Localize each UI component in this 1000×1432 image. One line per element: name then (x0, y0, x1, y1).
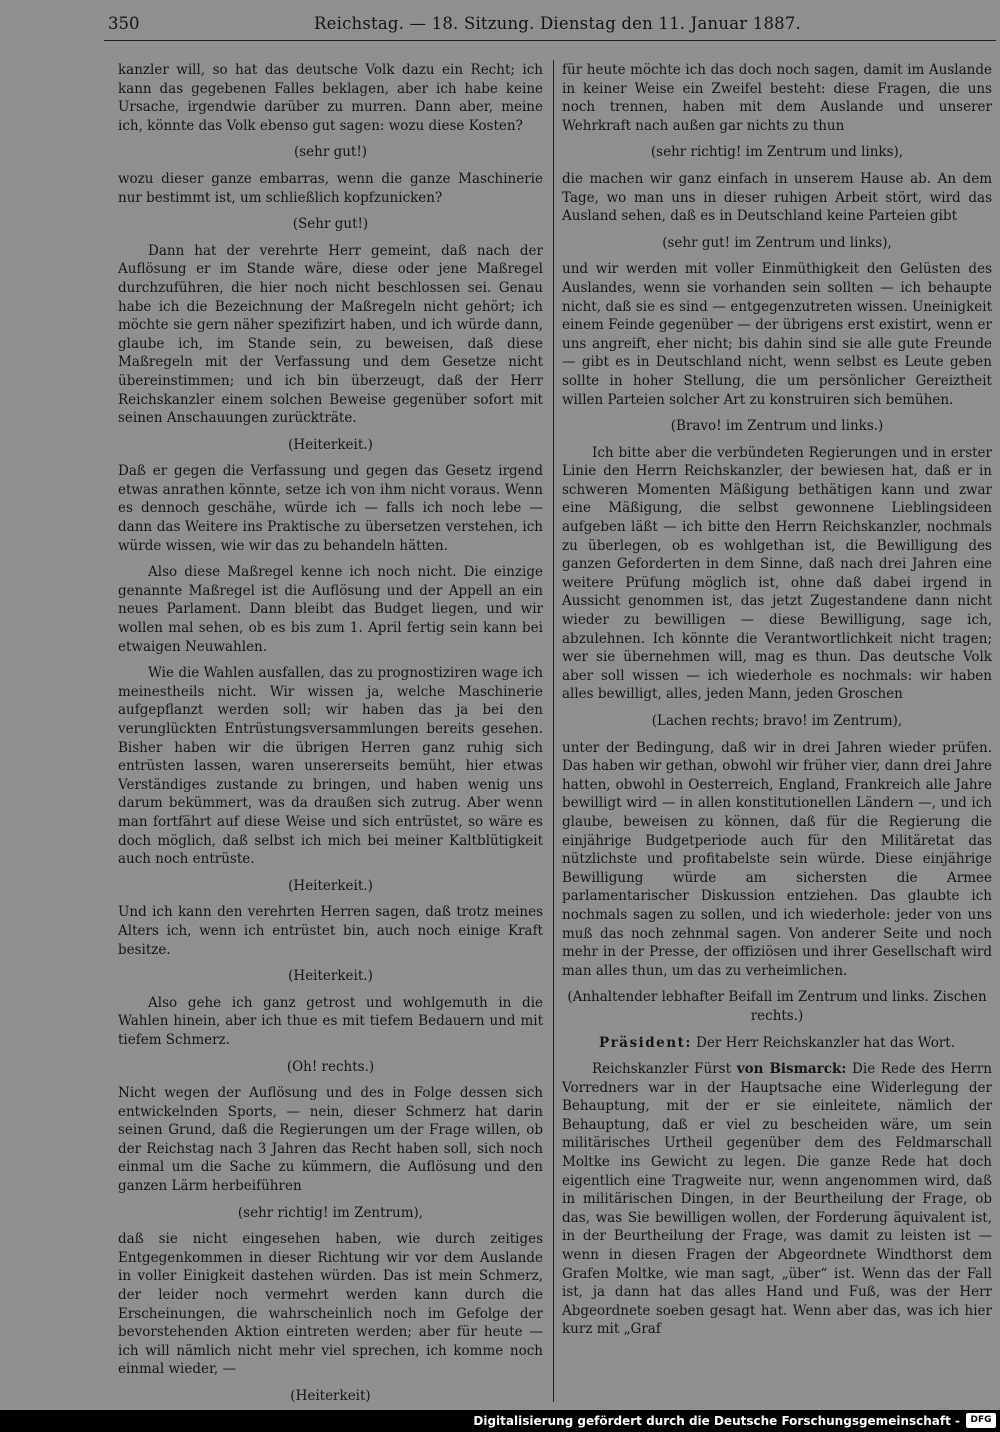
paragraph: Also diese Maßregel kenne ich noch nicht. Die einzige genannte Maßregel ist die Auflösung und der Appell an ein neues Parlament. Dann bleibt das Budget liegen, und wir wollen mal sehen, ob es bis zum 1. April fertig sein kann bei etwaigen Neuwahlen. (118, 564, 543, 655)
paragraph: Also gehe ich ganz getrost und wohlgemuth in die Wahlen hinein, aber ich thue es mit tiefem Bedauern und mit tiefem Schmerz. (118, 994, 543, 1048)
column-divider (553, 60, 554, 1402)
digitization-footer (0, 1410, 1000, 1432)
remark: (Heiterkeit.) (288, 877, 373, 894)
paragraph: Und ich kann den verehrten Herren sagen, daß trotz meines Alters ich, wenn ich entrüstet bin, auch noch einige Kraft besitze. (118, 904, 543, 958)
paragraph: und wir werden mit voller Einmüthigkeit den Gelüsten des Auslandes, wenn sie vorhanden sein sollten — ich behaupte nicht, daß sie es sind — entgegenzutreten wissen. Uneinigkeit einem Feinde gegenüber — der übrigens erst existirt, wenn er uns angreift, eher nicht; bis dahin sind sie alle gute Freunde — gibt es in Deutschland nicht, wenn selbst es Leute geben sollte in hoher Stellung, die um persönlicher Gereiztheit willen Parteien solcher Art zu konstruiren sich bemühen. (562, 261, 992, 408)
running-title: Reichstag. — 18. Sitzung. Dienstag den 11. Januar 1887. (314, 14, 801, 33)
dfg-logo: DFG (966, 1413, 996, 1428)
remark: (Sehr gut!) (292, 216, 369, 233)
footer-credit: Digitalisierung gefördert durch die Deutsche Forschungsgemeinschaft - (473, 1414, 960, 1428)
remark: (Heiterkeit) (290, 1388, 371, 1404)
header-rule (104, 40, 996, 41)
paragraph: wozu dieser ganze embarras, wenn die ganze Maschinerie nur bestimmt ist, um schließlich kopfzunicken? (118, 170, 543, 206)
speaker-title: Reichskanzler Fürst (592, 1061, 737, 1078)
paragraph: unter der Bedingung, daß wir in drei Jahren wieder prüfen. Das haben wir gethan, obwohl wir früher vier, dann drei Jahre hatten, obwohl in Oesterreich, England, Frankreich alle Jahre bewilligt wird — in allen konstitutionellen Ländern —, und ich glaube, beweisen zu können, daß für die Regierung die einjährige Budgetperiode auch für den Militäretat das nützlichste und profitabelste sein würde. Diese einjährige Bewilligung würde am sichersten die Armee parlamentarischer Diskussion entziehen. Das glaubte ich nochmals sagen zu sollen, und ich wiederhole: jeder von uns muß das noch zehnmal sagen. Von anderer Seite und noch mehr in der Presse, der offiziösen und ihrer Gesellschaft wird man alles thun, um das zu verheimlichen. (562, 739, 992, 979)
paragraph: Daß er gegen die Verfassung und gegen das Gesetz irgend etwas anrathen könnte, setze ich von ihm nicht voraus. Wenn es dennoch geschähe, würde ich — falls ich noch lebe — dann das Weitere ins Praktische zu übersetzen verstehen, ich würde wissen, wie wir das zu behandeln hätten. (118, 463, 543, 554)
page-number: 350 (108, 14, 140, 33)
speaker-line (562, 1034, 992, 1053)
speech-text: Die Rede des Herrn Vorredners war in der Hauptsache eine Widerlegung der Behauptung, mit der er sie einleitete, nämlich der Behauptung, daß er viel zu bescheiden wäre, um sein militärisches Urtheil gegenüber dem des Feldmarschall Moltke ins Gewicht zu legen. Die ganze Rede hat doch eigentlich eine Tragweite nur, wenn angenommen wird, daß in militärischen Dingen, in der Beurtheilung der Frage, ob das, was Sie bewilligen wollen, der Forderung äquivalent ist, in der Beurtheilung der Frage, was damit zu leisten ist — wenn in diesen Fragen der Abgeordnete Windthorst dem Grafen Moltke, wie man sagt, „über“ ist. Wenn das der Fall ist, ja dann hat das alles Hand und Fuß, was der Herr Abgeordnete soeben gesagt hat. Wenn aber das, was ich hier kurz mit „Graf (562, 1061, 992, 1338)
paragraph: für heute möchte ich das doch noch sagen, damit im Auslande in keiner Weise ein Zweifel besteht: diese Fragen, die uns noch trennen, haben mit dem Auslande und unserer Wehrkraft nach außen gar nichts zu thun (562, 62, 992, 134)
speech-paragraph (562, 1060, 992, 1339)
paragraph: kanzler will, so hat das deutsche Volk dazu ein Recht; ich kann das gegebenen Falles beklagen, aber ich habe keine Ursache, irgendwie darüber zu murren. Dann aber, meine ich, könnte das Volk ebenso gut sagen: wozu diese Kosten? (118, 62, 543, 134)
remark: (sehr gut! im Zentrum und links), (662, 234, 892, 251)
remark: (sehr richtig! im Zentrum und links), (650, 144, 904, 161)
speaker-text: Der Herr Reichskanzler hat das Wort. (696, 1034, 955, 1051)
paragraph: Dann hat der verehrte Herr gemeint, daß nach der Auflösung er im Stande wäre, diese oder jene Maßregel durchzuführen, die hier noch nicht beschlossen sei. Genau habe ich die Bezeichnung der Maßregeln nicht gehört; ich möchte sie gern näher spezifizirt haben, und ich würde dann, glaube ich, im Stande sein, zu beweisen, daß diese Maßregeln mit der Verfassung und dem Gesetze nicht übereinstimmen; und ich bin überzeugt, daß der Herr Reichskanzler einem solchen Beweise gegenüber sofort mit seinen Anschauungen zurückträte. (118, 242, 543, 427)
remark: (Lachen rechts; bravo! im Zentrum), (651, 713, 903, 729)
speaker-label: Präsident: (599, 1034, 692, 1051)
paragraph: Ich bitte aber die verbündeten Regierungen und in erster Linie den Herrn Reichskanzler, der bewiesen hat, daß er in schweren Momenten Mäßigung bethätigen kann und zwar eine Mäßigung, die selbst gewonnene Lieblingsideen aufgeben läßt — ich bitte den Herrn Reichskanzler, nochmals zu überlegen, ob es wohlgethan ist, die Bewilligung des ganzen Geforderten in dem Sinne, daß nach drei Jahren eine weitere Prüfung möglich ist, ohne daß dabei irgend in Aussicht genommen ist, das jetzt Zugestandene dann nicht wieder zu bewilligen — diese Bewilligung, sage ich, abzulehnen. Ich könnte die Verantwortlichkeit nicht tragen; wer sie übernehmen will, mag es thun. Das deutsche Volk aber soll wissen — ich wiederhole es nochmals: wir haben alles bewilligt, alles, jeden Mann, jeden Groschen (562, 444, 992, 703)
remark: (Oh! rechts.) (286, 1058, 375, 1075)
left-column (118, 61, 543, 1414)
remark: (Anhaltender lebhafter Beifall im Zentrum und links. Zischen rechts.) (567, 989, 987, 1024)
paragraph: die machen wir ganz einfach in unserem Hause ab. An dem Tage, wo man uns in dieser ruhigen Arbeit stört, wird das Ausland sehen, daß es in Deutschland keine Parteien gibt (562, 170, 992, 225)
right-column (562, 61, 992, 1347)
remark: (Heiterkeit.) (288, 968, 373, 985)
remark: (Bravo! im Zentrum und links.) (670, 418, 884, 435)
remark: (Heiterkeit.) (288, 436, 373, 453)
paragraph: Nicht wegen der Auflösung und des in Folge dessen sich entwickelnden Sports, — nein, dieser Schmerz hat darin seinen Grund, daß die Regierungen um der Frage willen, ob der Reichstag nach 3 Jahren das Recht haben soll, sich noch einmal um die Sache zu kümmern, die Auflösung und den ganzen Lärm herbeiführen (118, 1085, 543, 1195)
paragraph: Wie die Wahlen ausfallen, das zu prognostiziren wage ich meinestheils nicht. Wir wissen ja, welche Maschinerie aufgepflanzt werden soll; wir haben das ja bei den verunglückten Entrüstungsversammlungen bereits gesehen. Bisher haben wir die übrigen Herren ganz ruhig sich entrüsten lassen, waren unsererseits bemüht, hier etwas Verständiges zustande zu bringen, und haben wenig uns darum bekümmert, was da draußen sich zutrug. Aber wenn man fortfährt auf diese Weise und sich entrüstet, so wäre es doch möglich, daß selbst ich mich bei meiner Kaltblütigkeit auch noch entrüste. (118, 665, 543, 868)
remark: (sehr gut!) (293, 144, 368, 161)
paragraph: daß sie nicht eingesehen haben, wie durch zeitiges Entgegenkommen in dieser Richtung wir vor dem Auslande in voller Einigkeit dastehen würden. Das ist mein Schmerz, der leider noch vermehrt werden kann durch die Erscheinungen, die wahrscheinlich noch im Gefolge der bevorstehenden Aktion eintreten werden; aber für heute — ich will nämlich nicht mehr viel sprechen, ich komme noch einmal wieder, — (118, 1231, 543, 1378)
speaker-name: von Bismarck: (736, 1061, 847, 1078)
remark: (sehr richtig! im Zentrum), (237, 1204, 424, 1221)
